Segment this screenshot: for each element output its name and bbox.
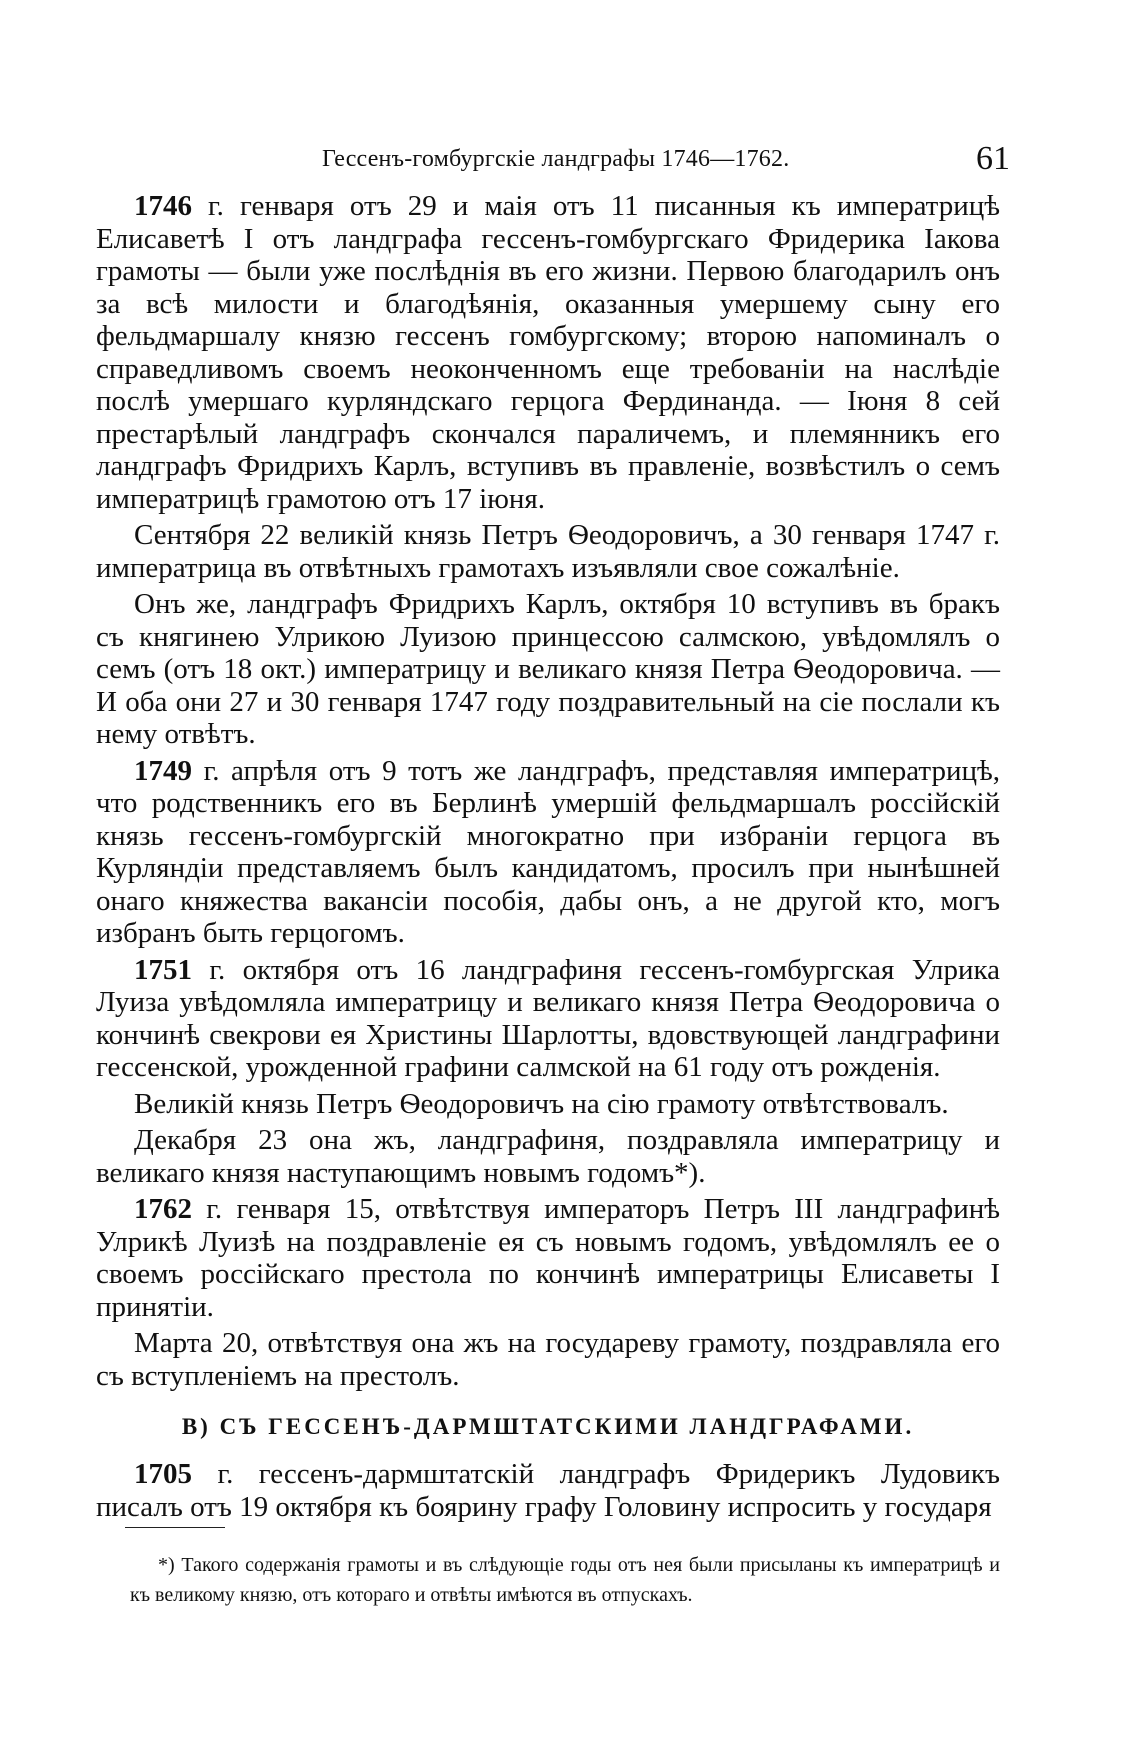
footnote: *) Такого содержанія грамоты и въ слѣдующіе годы отъ нея были присыланы къ императрицѣ и къ великому князю, отъ котораго и отвѣты имѣются въ отпускахъ.: [130, 1554, 1000, 1606]
year-label: 1749: [134, 754, 192, 787]
paragraph-1751: [96, 954, 1000, 1084]
body-text: [96, 190, 1000, 1527]
paragraph-1746: [96, 190, 1000, 515]
paragraph-text: Великій князь Петръ Ѳеодоровичъ на сію грамоту отвѣтствовалъ.: [134, 1087, 949, 1120]
paragraph-text: Сентября 22 великій князь Петръ Ѳеодоровичъ, а 30 генваря 1747 г. императрица въ отвѣтныхъ грамотахъ изъявляли свое сожалѣніе.: [96, 519, 1000, 584]
section-heading: В) СЪ ГЕССЕНЪ-ДАРМШТАТСКИМИ ЛАНДГРАФАМИ.: [181, 1414, 915, 1439]
paragraph-march-20: [96, 1327, 1000, 1392]
year-label: 1751: [134, 953, 192, 986]
paragraph-1749: [96, 755, 1000, 950]
page-header: [130, 140, 1010, 180]
paragraph-grand-duke-reply: [96, 1088, 1000, 1121]
year-label: 1705: [134, 1458, 192, 1490]
paragraph-december-23: [96, 1124, 1000, 1189]
running-title: Гессенъ-гомбургскіе ландграфы 1746—1762.: [322, 146, 790, 172]
paragraph-september-1746: [96, 519, 1000, 584]
paragraph-text: г. гессенъ-дармштатскій ландграфъ Фридерикъ Лудовикъ писалъ отъ 19 октября къ боярину графу Головину испросить у государя: [96, 1458, 1000, 1523]
footnote-divider: [125, 1527, 225, 1528]
paragraph-text: г. апрѣля отъ 9 тотъ же ландграфъ, представляя императрицѣ, что родственникъ его въ Берлинѣ умершій фельдмаршалъ россійскій князь гессенъ-гомбургскій многократно при избраніи герцога въ Курляндіи представляемъ былъ кандидатомъ, просилъ при нынѣшней онаго княжества вакансіи пособія, дабы онъ, а не другой кто, могъ избранъ быть герцогомъ.: [96, 754, 1000, 949]
paragraph-text: Марта 20, отвѣтствуя она жъ на государеву грамоту, поздравляла его съ вступленіемъ на престолъ.: [96, 1327, 1000, 1392]
year-label: 1746: [134, 190, 192, 222]
paragraph-1762: [96, 1193, 1000, 1323]
paragraph-1705: [96, 1458, 1000, 1523]
paragraph-text: г. генваря 15, отвѣтствуя императоръ Петръ III ландграфинѣ Улрикѣ Луизѣ на поздравленіе ея съ новымъ годомъ, увѣдомлялъ ее о своемъ россійскаго престола по кончинѣ императрицы Елисаветы I принятіи.: [96, 1193, 1000, 1323]
paragraph-text: г. октября отъ 16 ландграфиня гессенъ-гомбургская Улрика Луиза увѣдомляла императрицу и великаго князя Петра Ѳеодоровича о кончинѣ свекрови ея Христины Шарлотты, вдовствующей ландграфини гессенской, урожденной графини салмской на 61 году отъ рожденія.: [96, 953, 1000, 1083]
paragraph-text: Онъ же, ландграфъ Фридрихъ Карлъ, октября 10 вступивъ въ бракъ съ княгинею Улрикою Луизою принцессою салмскою, увѣдомлялъ о семъ (отъ 18 окт.) императрицу и великаго князя Петра Ѳеодоровича. — И оба они 27 и 30 генваря 1747 году поздравительный на сіе послали къ нему отвѣтъ.: [96, 588, 1000, 750]
page-number: 61: [976, 140, 1010, 177]
paragraph-marriage: [96, 588, 1000, 751]
paragraph-text: Декабря 23 она жъ, ландграфиня, поздравляла императрицу и великаго князя наступающимъ новымъ годомъ*).: [96, 1124, 1000, 1189]
paragraph-text: г. генваря отъ 29 и маія отъ 11 писанныя къ императрицѣ Елисаветѣ I отъ ландграфа гессенъ-гомбургскаго Фридерика Іакова грамоты — были уже послѣднія въ его жизни. Первою благодарилъ онъ за всѣ милости и благодѣянія, оказанныя умершему сыну его фельдмаршалу князю гессенъ гомбургскому; второю напоминалъ о справедливомъ своемъ неоконченномъ еще требованіи на наслѣдіе послѣ умершаго курляндскаго герцога Фердинанда. — Іюня 8 сей престарѣлый ландграфъ скончался параличемъ, и племянникъ его ландграфъ Фридрихъ Карлъ, вступивъ въ правленіе, возвѣстилъ о семъ императрицѣ грамотою отъ 17 іюня.: [96, 190, 1000, 515]
year-label: 1762: [134, 1193, 192, 1225]
